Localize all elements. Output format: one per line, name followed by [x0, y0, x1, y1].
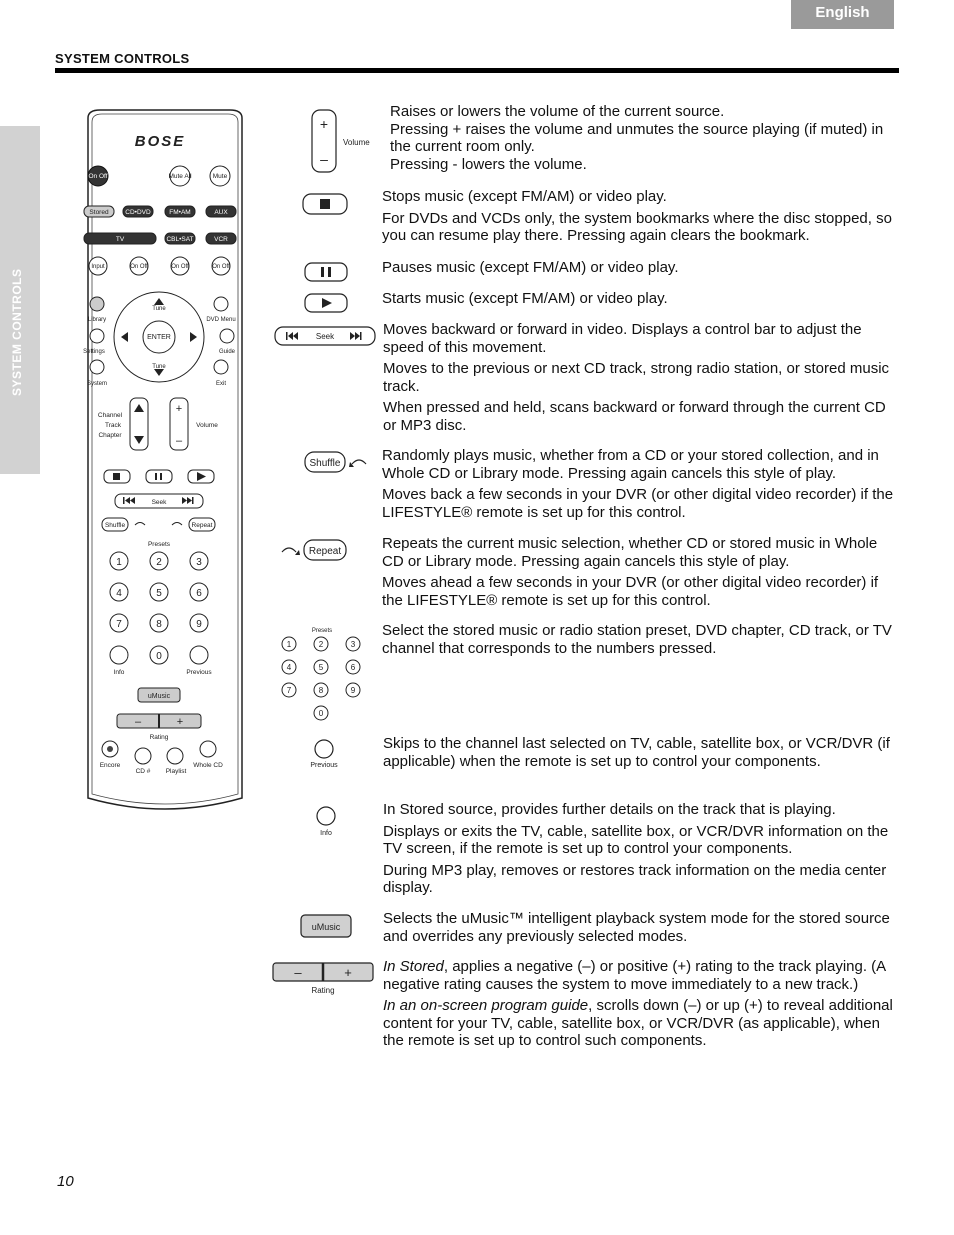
rating-minus: – [134, 716, 142, 728]
page-number: 10 [57, 1173, 74, 1190]
umusic-icon-label: uMusic [311, 922, 341, 932]
cd-dvd-label: CD•DVD [125, 209, 151, 216]
remote-illustration [80, 108, 250, 810]
input-label: Input [91, 264, 105, 270]
stored-label: Stored [89, 209, 109, 216]
rating-plus: + [176, 716, 184, 728]
preset-key-9: 9 [350, 686, 356, 695]
dvd-menu-button [214, 297, 228, 311]
svg-text:+: + [319, 116, 329, 132]
language-tab[interactable]: English [791, 0, 894, 29]
preset-key-2: 2 [318, 640, 324, 649]
aux-label: AUX [214, 209, 228, 216]
umusic-line-1: Selects the uMusic™ intelligent playback system mode for the stored source and overrides any previously selected modes. [383, 910, 890, 945]
system-label: System [86, 381, 108, 387]
stop-line-2: For DVDs and VCDs only, the system bookmarks where the disc stopped, so you can resume play there. Pressing again clears the bookmark. [382, 209, 892, 244]
umusic-icon [300, 914, 352, 938]
rating-description [383, 958, 903, 1054]
section-title: SYSTEM CONTROLS [55, 51, 190, 66]
stop-description [382, 188, 900, 249]
side-tab [0, 126, 40, 474]
preset-key-4: 4 [286, 663, 292, 672]
tv-label: TV [115, 236, 125, 243]
stop-line-1: Stops music (except FM/AM) or video play. [382, 188, 667, 205]
seek-icon [274, 326, 376, 346]
side-tab-label: SYSTEM CONTROLS [10, 268, 24, 396]
mute-label: Mute [212, 173, 228, 180]
rating-label: Rating [149, 734, 169, 741]
presets-label: Presets [147, 541, 171, 548]
info-icon-label: Info [320, 830, 332, 837]
repeat-line-2: Moves ahead a few seconds in your DVR (or other digital video recorder) if the LIFESTYLE® remote is set up for this control. [382, 574, 879, 609]
channel-label: Channel [97, 412, 123, 419]
presets-description [382, 622, 900, 661]
shuffle-line-2: Moves back a few seconds in your DVR (or other digital video recorder) if the LIFESTYLE® remote is set up for this control. [382, 486, 894, 521]
previous-icon [306, 738, 346, 770]
pause-line-1: Pauses music (except FM/AM) or video play. [382, 259, 679, 276]
remote-key-4: 4 [116, 588, 122, 599]
remote-key-2: 2 [156, 557, 162, 568]
remote-key-9: 9 [196, 619, 202, 630]
shuffle-icon [304, 450, 374, 474]
pause-description [382, 259, 900, 281]
volume-icon-label: Volume [343, 138, 370, 147]
whole-cd-button [200, 741, 216, 757]
volume-minus: – [175, 435, 183, 447]
preset-key-8: 8 [318, 686, 324, 695]
guide-button [220, 329, 234, 343]
rating-line-2 [383, 997, 903, 1050]
system-button [90, 360, 104, 374]
info-line-3: During MP3 play, removes or restores track information on the media center display. [383, 861, 887, 896]
library-label: Library [87, 317, 107, 323]
volume-line-3: Pressing - lowers the volume. [390, 155, 587, 173]
cd-number-label: CD # [135, 768, 151, 775]
seek-description [383, 321, 900, 438]
volume-label: Volume [196, 422, 218, 429]
on-off-label-2: On Off [171, 264, 189, 270]
mute-all-label: Mute All [168, 173, 192, 180]
remote-key-6: 6 [196, 588, 202, 599]
play-description [382, 290, 900, 312]
vcr-label: VCR [214, 236, 228, 243]
volume-line-2: Pressing + raises the volume and unmutes the source playing (if muted) in the current room only. [390, 120, 884, 155]
exit-button [214, 360, 228, 374]
guide-label: Guide [218, 349, 236, 355]
previous-line-1: Skips to the channel last selected on TV, cable, satellite box, or VCR/DVR (if applicable) when the remote is set up to control your components. [383, 735, 890, 770]
play-line-1: Starts music (except FM/AM) or video play. [382, 290, 668, 307]
volume-icon [310, 108, 380, 176]
volume-line-1: Raises or lowers the volume of the current source. [390, 103, 725, 120]
encore-label: Encore [99, 762, 121, 769]
remote-key-7: 7 [116, 619, 122, 630]
seek-line-1: Moves backward or forward in video. Displays a control bar to adjust the speed of this movement. [383, 321, 862, 356]
header-rule [55, 68, 899, 73]
svg-text:–: – [320, 151, 328, 167]
pause-icon [304, 262, 348, 282]
stop-icon [302, 193, 348, 215]
on-off-label-3: On Off [212, 264, 230, 270]
preset-key-6: 6 [350, 663, 356, 672]
shuffle-label: Shuffle [104, 522, 126, 529]
remote-key-0: 0 [156, 651, 162, 662]
remote-key-1: 1 [116, 557, 122, 568]
remote-key-8: 8 [156, 619, 162, 630]
preset-key-0: 0 [318, 709, 324, 718]
remote-key-5: 5 [156, 588, 162, 599]
library-button [90, 297, 104, 311]
tune-down-label: Tune [152, 364, 166, 370]
volume-plus: + [175, 403, 183, 415]
tune-up-label: Tune [152, 306, 166, 312]
presets-icon-label: Presets [311, 628, 333, 634]
svg-text:–: – [294, 965, 302, 980]
playlist-label: Playlist [165, 768, 187, 775]
whole-cd-label: Whole CD [193, 762, 223, 769]
shuffle-line-1: Randomly plays music, whether from a CD or your stored collection, and in Whole CD or Library mode. Pressing again cancels this style of play. [382, 447, 879, 482]
info-description [383, 801, 900, 901]
presets-line-1: Select the stored music or radio station preset, DVD chapter, CD track, or TV channel that corresponds to the numbers pressed. [382, 622, 892, 657]
seek-label: Seek [151, 499, 167, 506]
on-off-label: On Off [88, 173, 108, 180]
enter-label: ENTER [147, 334, 171, 341]
brand-logo: BOSE [134, 133, 186, 150]
preset-key-1: 1 [286, 640, 292, 649]
repeat-icon [280, 538, 350, 562]
exit-label: Exit [215, 381, 227, 387]
shuffle-icon-label: Shuffle [309, 458, 341, 469]
rating-stored-rest: , applies a negative (–) or positive (+) rating to the track playing. (A negative rating causes the system to move immediately to a new track.) [383, 958, 886, 993]
settings-label: Settings [83, 349, 105, 355]
track-label: Track [104, 422, 122, 429]
umusic-label: uMusic [147, 693, 171, 700]
info-label: Info [113, 669, 125, 676]
previous-label: Previous [186, 669, 212, 676]
rating-guide-rest: , scrolls down (–) or up (+) to reveal additional content for your TV, cable, satellite box, or VCR/DVR (as applicable), when the remote is set up to control such components. [383, 997, 893, 1049]
previous-icon-label: Previous [310, 762, 338, 769]
remote-key-3: 3 [196, 557, 202, 568]
repeat-label: Repeat [191, 522, 213, 529]
settings-button [90, 329, 104, 343]
preset-key-7: 7 [286, 686, 292, 695]
fm-am-label: FM•AM [169, 209, 191, 216]
playlist-button [167, 748, 183, 764]
seek-line-3: When pressed and held, scans backward or forward through the current CD or MP3 disc. [383, 399, 886, 434]
umusic-description [383, 910, 900, 949]
rating-guide-em: In an on-screen program guide [383, 997, 589, 1014]
cd-number-button [135, 748, 151, 764]
rating-line-1 [383, 958, 903, 993]
preset-key-3: 3 [350, 640, 356, 649]
preset-key-5: 5 [318, 663, 324, 672]
dvd-menu-label: DVD Menu [206, 317, 236, 323]
volume-description [390, 103, 900, 173]
on-off-label-1: On Off [130, 264, 148, 270]
rating-stored-em: In Stored [383, 958, 444, 975]
cbl-sat-label: CBL•SAT [166, 236, 194, 243]
svg-text:+: + [344, 965, 352, 980]
play-icon [304, 293, 348, 313]
info-line-2: Displays or exits the TV, cable, satellite box, or VCR/DVR information on the TV screen, if the remote is set up to control your components. [383, 822, 889, 857]
seek-line-2: Moves to the previous or next CD track, strong radio station, or stored music track. [383, 360, 890, 395]
repeat-description [382, 535, 900, 613]
chapter-label: Chapter [98, 432, 122, 439]
rating-icon-label: Rating [311, 986, 335, 995]
pause-button [146, 470, 172, 483]
rating-icon [272, 962, 376, 996]
info-line-1: In Stored source, provides further details on the track that is playing. [383, 801, 836, 818]
repeat-line-1: Repeats the current music selection, whether CD or stored music in Whole CD or Library mode. Pressing again cancels this style of play. [382, 535, 878, 570]
previous-description [383, 735, 900, 774]
info-icon [310, 804, 344, 838]
seek-icon-label: Seek [315, 332, 335, 341]
repeat-icon-label: Repeat [308, 546, 342, 557]
shuffle-description [382, 447, 900, 525]
presets-keypad-icon [276, 624, 366, 724]
